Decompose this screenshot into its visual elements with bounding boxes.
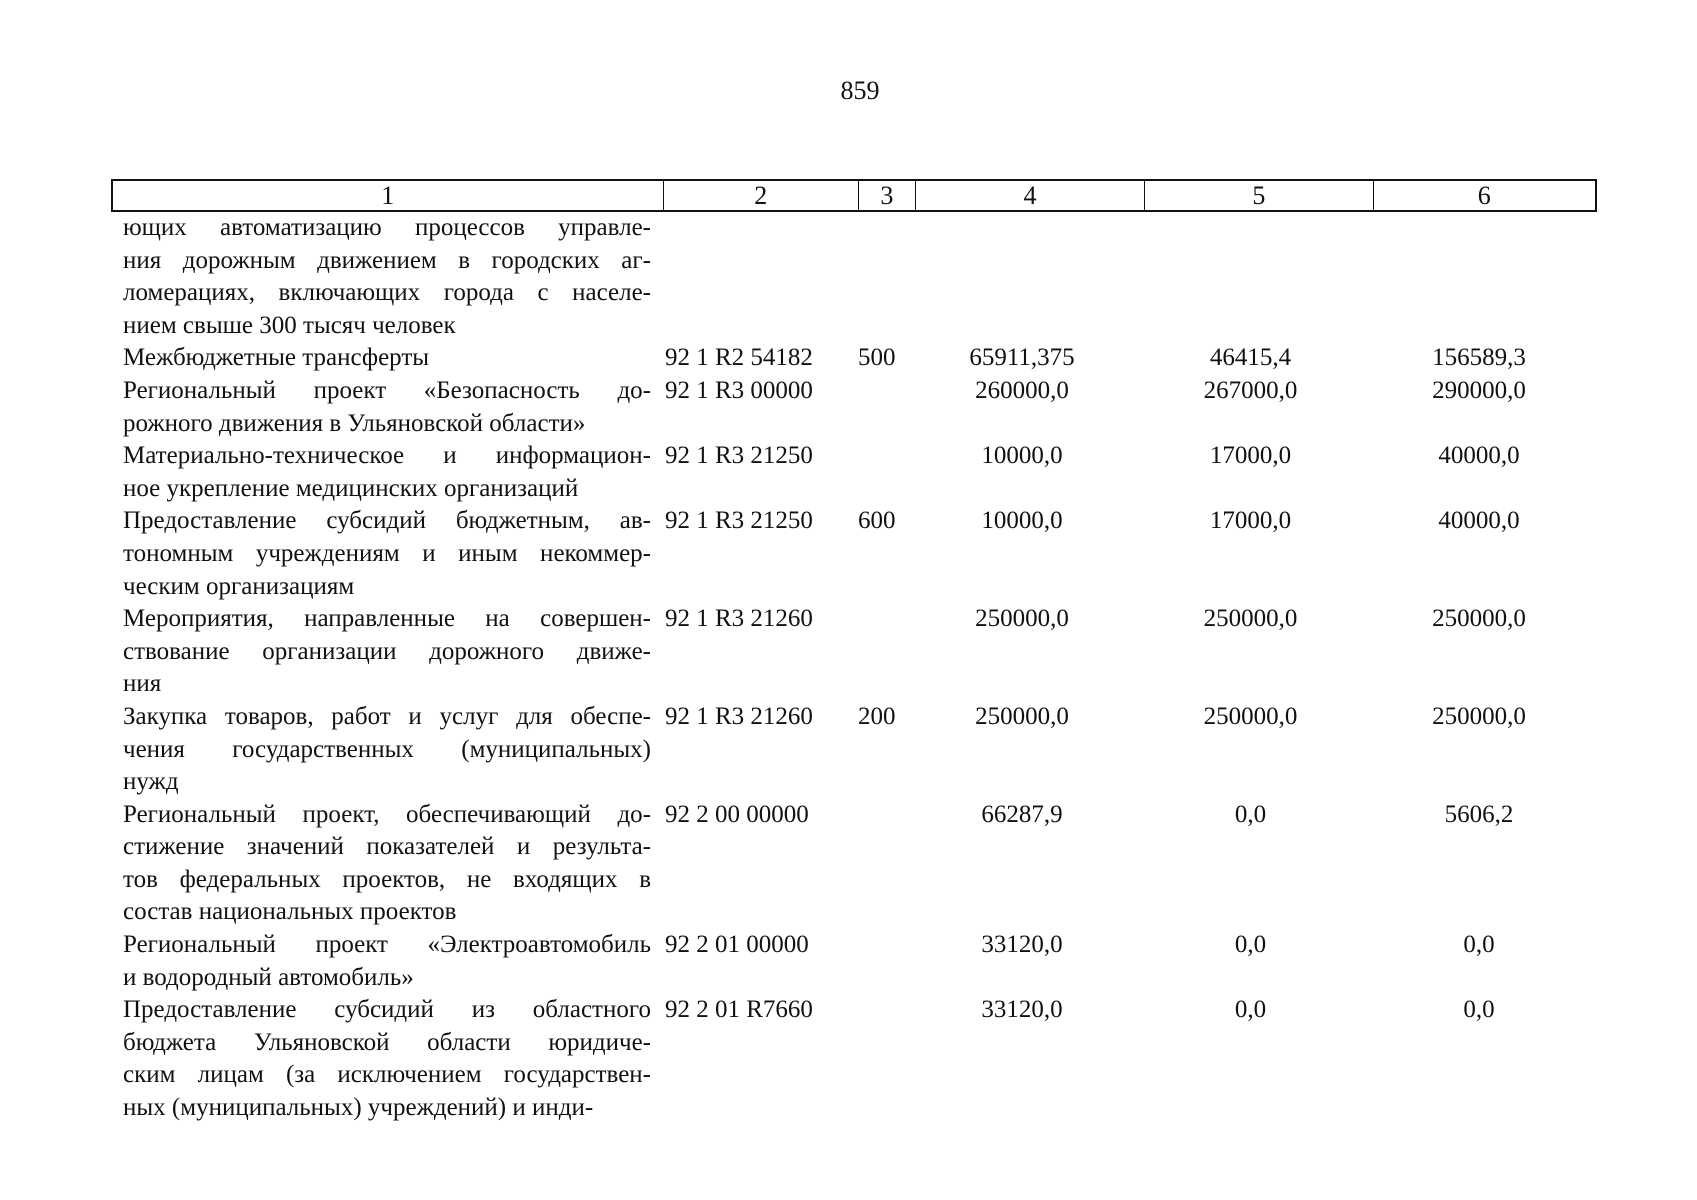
row-name-line: ния дорожным движением в городских аг-: [123, 246, 651, 274]
row-value-col4: 250000,0: [975, 702, 1069, 730]
row-name: [111, 375, 651, 440]
header-col-3: 3: [859, 181, 916, 210]
row-name: [111, 212, 651, 342]
row-value-col5: 0,0: [1234, 800, 1267, 828]
row-name-line: чения государственных (муниципальных): [123, 735, 651, 763]
row-name-line: Мероприятия, направленные на совершен-: [123, 605, 651, 633]
row-value-col4: 250000,0: [975, 605, 1069, 633]
row-value-col6: 250000,0: [1432, 702, 1526, 730]
row-name-line: ных (муниципальных) учреждений) и инди-: [123, 1094, 594, 1122]
row-name: [111, 994, 651, 1124]
row-name-line: тов федеральных проектов, не входящих в: [123, 865, 651, 893]
page-number: 859: [840, 76, 880, 105]
row-value-col6: 290000,0: [1432, 376, 1526, 404]
row-expense-type: 500: [858, 344, 896, 372]
row-name-line: ломерациях, включающих города с населе-: [123, 279, 651, 307]
row-name-line: состав национальных проектов: [123, 898, 457, 926]
row-code: 92 1 R3 00000: [665, 376, 813, 404]
header-col-2: 2: [664, 181, 859, 210]
row-name-line: Материально-техническое и информацион-: [123, 442, 651, 470]
row-name-line: ствование организации дорожного движе-: [123, 637, 651, 665]
row-value-col5: 250000,0: [1203, 605, 1298, 633]
header-col-4: 4: [916, 181, 1145, 210]
row-value-col6: 40000,0: [1438, 442, 1520, 470]
row-name-line: ческим организациям: [123, 572, 355, 600]
row-code: 92 2 00 00000: [665, 800, 809, 828]
table-row: [111, 701, 1597, 799]
row-code: 92 1 R3 21250: [665, 507, 813, 535]
row-value-col5: 17000,0: [1209, 442, 1292, 470]
table-row: [111, 603, 1597, 701]
table-body: [111, 212, 1597, 1125]
row-name-line: бюджета Ульяновской области юридиче-: [123, 1028, 651, 1056]
row-expense-type: 200: [858, 702, 896, 730]
row-name: [111, 929, 651, 994]
row-name-line: нужд: [123, 768, 179, 796]
row-value-col5: 0,0: [1234, 996, 1267, 1024]
row-value-col4: 65911,375: [969, 344, 1075, 372]
row-name-line: Региональный проект «Безопасность до-: [123, 376, 651, 404]
row-name-line: Предоставление субсидий бюджетным, ав-: [123, 507, 651, 535]
row-value-col6: 0,0: [1463, 996, 1495, 1024]
table-row: [111, 994, 1597, 1124]
row-value-col4: 66287,9: [981, 800, 1063, 828]
row-code: 92 1 R2 54182: [665, 344, 813, 372]
row-code: 92 1 R3 21250: [665, 442, 813, 470]
row-name: [111, 701, 651, 799]
row-name-line: рожного движения в Ульяновской области»: [123, 409, 586, 437]
row-value-col6: 40000,0: [1438, 507, 1520, 535]
row-value-col5: 250000,0: [1203, 702, 1298, 730]
row-name-line: нием свыше 300 тысяч человек: [123, 311, 456, 339]
row-code: 92 1 R3 21260: [665, 605, 813, 633]
table-row: [111, 440, 1597, 505]
row-value-col5: 0,0: [1234, 931, 1267, 959]
row-expense-type: 600: [858, 507, 896, 535]
table-row: [111, 799, 1597, 929]
row-name-line: Межбюджетные трансферты: [123, 344, 430, 372]
row-value-col6: 250000,0: [1432, 605, 1526, 633]
row-name: [111, 505, 651, 603]
table-row: [111, 505, 1597, 603]
table-row: [111, 929, 1597, 994]
table-row: [111, 212, 1597, 342]
row-name: [111, 799, 651, 929]
row-value-col5: 267000,0: [1203, 376, 1298, 404]
row-code: 92 2 01 R7660: [665, 996, 813, 1024]
row-name-line: ное укрепление медицинских организаций: [123, 474, 579, 502]
row-name-line: ющих автоматизацию процессов управле-: [123, 214, 651, 241]
header-col-6: 6: [1477, 181, 1491, 210]
header-col-1: 1: [113, 181, 664, 210]
row-name: [111, 603, 651, 701]
row-name-line: Региональный проект, обеспечивающий до-: [123, 800, 651, 828]
row-value-col4: 260000,0: [975, 376, 1069, 404]
row-value-col5: 17000,0: [1209, 507, 1292, 535]
row-value-col4: 10000,0: [981, 507, 1063, 535]
row-name-line: Закупка товаров, работ и услуг для обеспе-: [123, 702, 651, 730]
row-value-col6: 5606,2: [1444, 800, 1514, 828]
table-row: [111, 375, 1597, 440]
row-name-line: ния: [123, 670, 162, 698]
row-name-line: стижение значений показателей и результа-: [123, 833, 651, 861]
row-name-line: Предоставление субсидий из областного: [123, 996, 651, 1024]
row-value-col4: 33120,0: [981, 931, 1063, 959]
row-name-line: Региональный проект «Электроавтомобиль: [123, 931, 651, 959]
row-name-line: ским лицам (за исключением государствен-: [123, 1061, 651, 1089]
row-name-line: тономным учреждениям и иным некоммер-: [123, 539, 651, 567]
row-value-col5: 46415,4: [1209, 344, 1292, 372]
row-name-line: и водородный автомобиль»: [123, 963, 414, 991]
table-row: [111, 342, 1597, 375]
row-value-col4: 10000,0: [981, 442, 1063, 470]
row-name: [111, 440, 651, 505]
row-code: 92 1 R3 21260: [665, 702, 813, 730]
row-value-col6: 0,0: [1463, 931, 1495, 959]
table-header-row: [111, 179, 1597, 212]
header-col-5: 5: [1145, 181, 1373, 210]
row-value-col6: 156589,3: [1432, 344, 1526, 372]
row-name: [111, 342, 651, 375]
row-value-col4: 33120,0: [981, 996, 1063, 1024]
row-code: 92 2 01 00000: [665, 931, 809, 959]
